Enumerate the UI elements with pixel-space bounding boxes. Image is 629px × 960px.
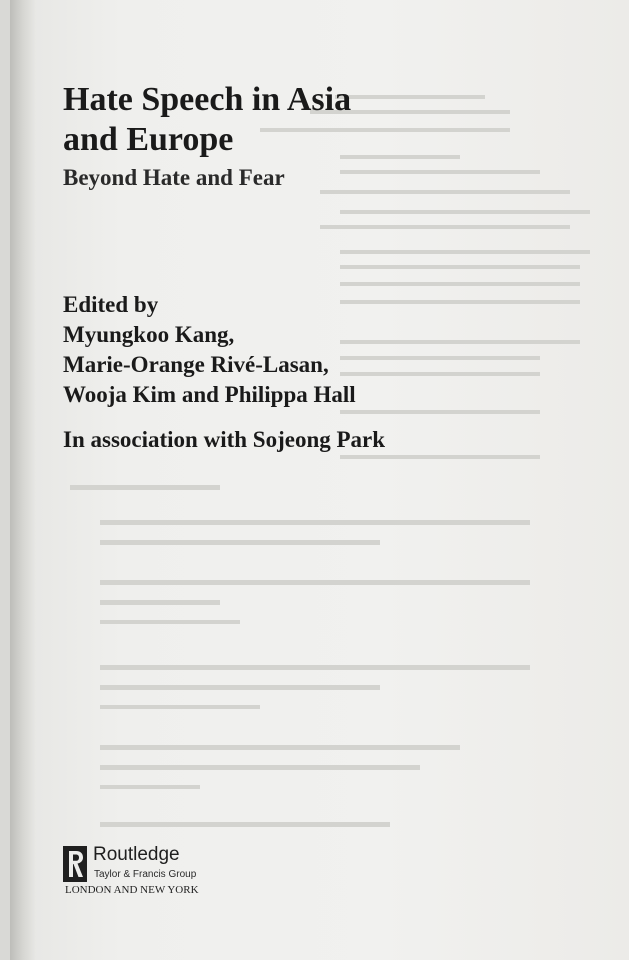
publisher-cities: LONDON AND NEW YORK bbox=[65, 884, 199, 896]
book-title-line-1: Hate Speech in Asia bbox=[63, 81, 352, 118]
publisher-group: Taylor & Francis Group bbox=[94, 869, 197, 880]
editor-line: Marie-Orange Rivé-Lasan, bbox=[63, 352, 329, 377]
book-subtitle: Beyond Hate and Fear bbox=[63, 165, 285, 190]
book-title bbox=[63, 80, 423, 160]
book-title-line-2: and Europe bbox=[63, 121, 234, 158]
editor-line: Wooja Kim and Philippa Hall bbox=[63, 382, 356, 407]
edited-by-label: Edited by bbox=[63, 292, 159, 317]
editors-block bbox=[63, 290, 403, 410]
editor-line: Myungkoo Kang, bbox=[63, 322, 235, 347]
routledge-logo-icon bbox=[63, 846, 87, 882]
title-page bbox=[10, 0, 629, 960]
publisher-name: Routledge bbox=[93, 844, 180, 865]
association-line: In association with Sojeong Park bbox=[63, 427, 386, 452]
